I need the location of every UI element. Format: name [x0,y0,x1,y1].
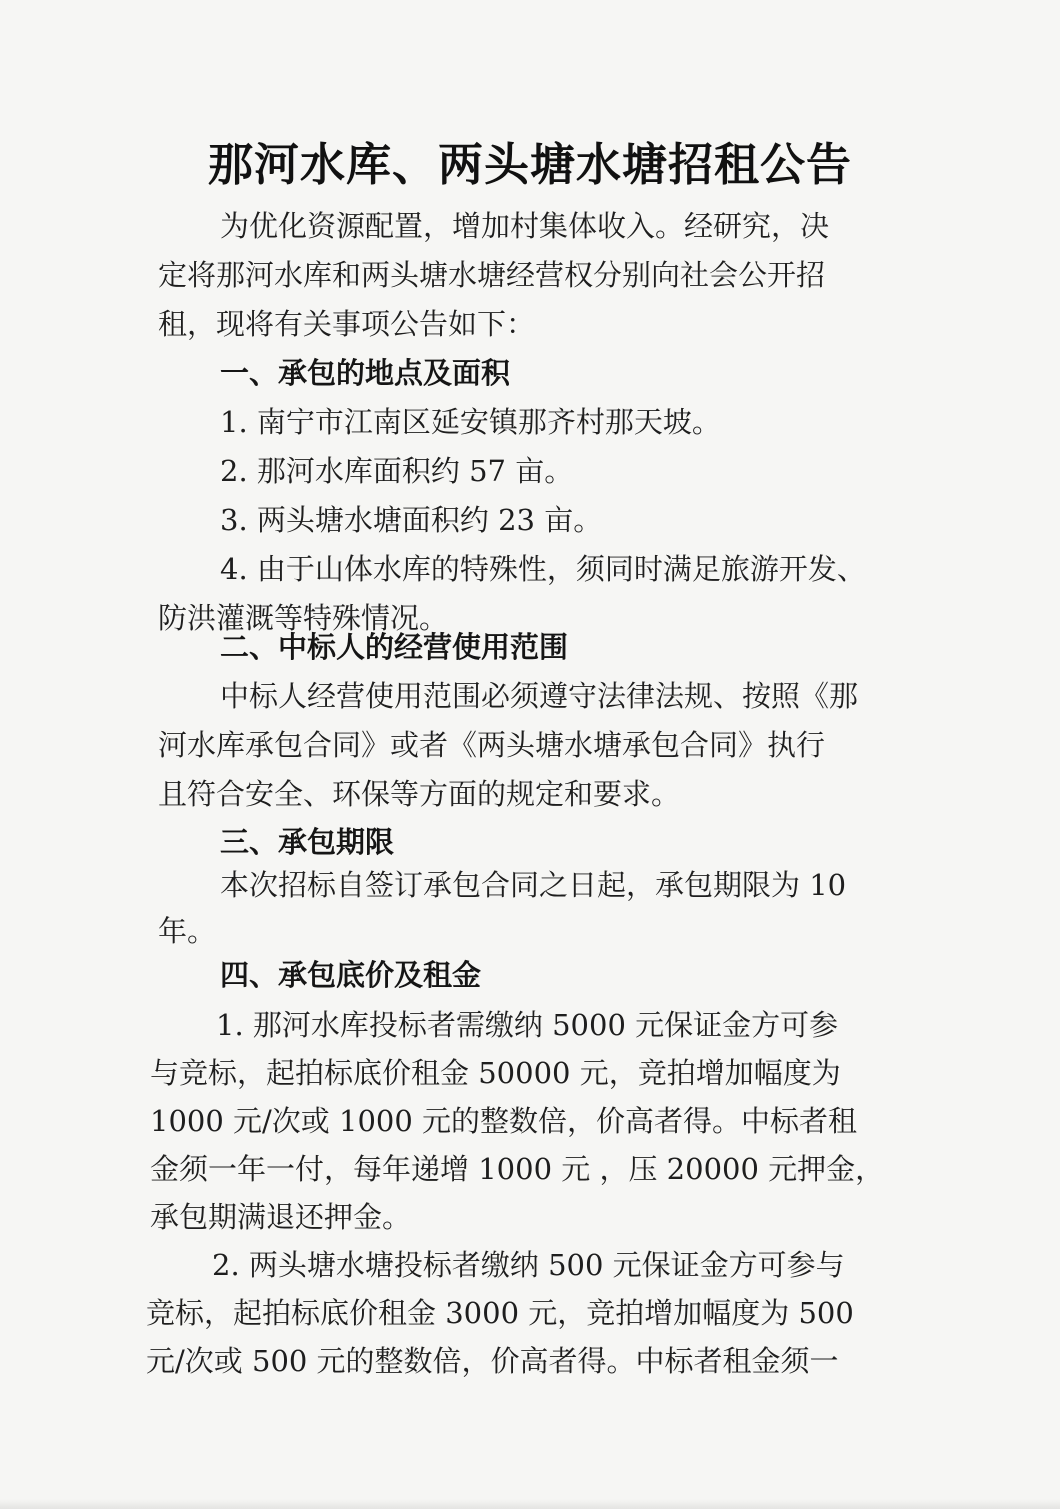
list-item-continuation: 金须一年一付，每年递增 1000 元 ，压 20000 元押金， [150,1152,885,1186]
list-item: 1. 南宁市江南区延安镇那齐村那天坡。 [220,405,721,439]
section-heading-2: 二、中标人的经营使用范围 [220,630,569,664]
list-item: 1. 那河水库投标者需缴纳 5000 元保证金方可参 [216,1008,839,1042]
section-heading-3: 三、承包期限 [220,825,395,859]
list-item-continuation: 防洪灌溉等特殊情况。 [158,601,449,635]
paragraph-line: 为优化资源配置，增加村集体收入。经研究，决 [220,209,830,243]
list-item: 4. 由于山体水库的特殊性，须同时满足旅游开发、 [220,552,866,586]
section-heading-1: 一、承包的地点及面积 [220,356,511,390]
paragraph-line: 租，现将有关事项公告如下： [158,307,536,341]
list-item-continuation: 元/次或 500 元的整数倍，价高者得。中标者租金须一 [146,1344,839,1378]
document-title: 那河水库、两头塘水塘招租公告 [207,138,852,191]
paragraph-line: 年。 [158,914,217,948]
list-item-continuation: 承包期满退还押金。 [150,1200,412,1234]
paragraph-line: 定将那河水库和两头塘水塘经营权分别向社会公开招 [158,258,826,292]
list-item-continuation: 1000 元/次或 1000 元的整数倍，价高者得。中标者租 [150,1104,858,1138]
paragraph-line: 且符合安全、环保等方面的规定和要求。 [158,777,681,811]
paragraph-line: 本次招标自签订承包合同之日起，承包期限为 10 [220,868,847,902]
paragraph-line: 中标人经营使用范围必须遵守法律法规、按照《那 [220,679,859,713]
list-item-continuation: 与竞标，起拍标底价租金 50000 元，竞拍增加幅度为 [150,1056,841,1090]
list-item: 3. 两头塘水塘面积约 23 亩。 [220,503,603,537]
section-heading-4: 四、承包底价及租金 [220,958,482,992]
list-item: 2. 两头塘水塘投标者缴纳 500 元保证金方可参与 [212,1248,845,1282]
paragraph-line: 河水库承包合同》或者《两头塘水塘承包合同》执行 [158,728,826,762]
list-item: 2. 那河水库面积约 57 亩。 [220,454,574,488]
page-bottom-edge [0,1499,1060,1509]
list-item-continuation: 竞标，起拍标底价租金 3000 元，竞拍增加幅度为 500 [146,1296,854,1330]
